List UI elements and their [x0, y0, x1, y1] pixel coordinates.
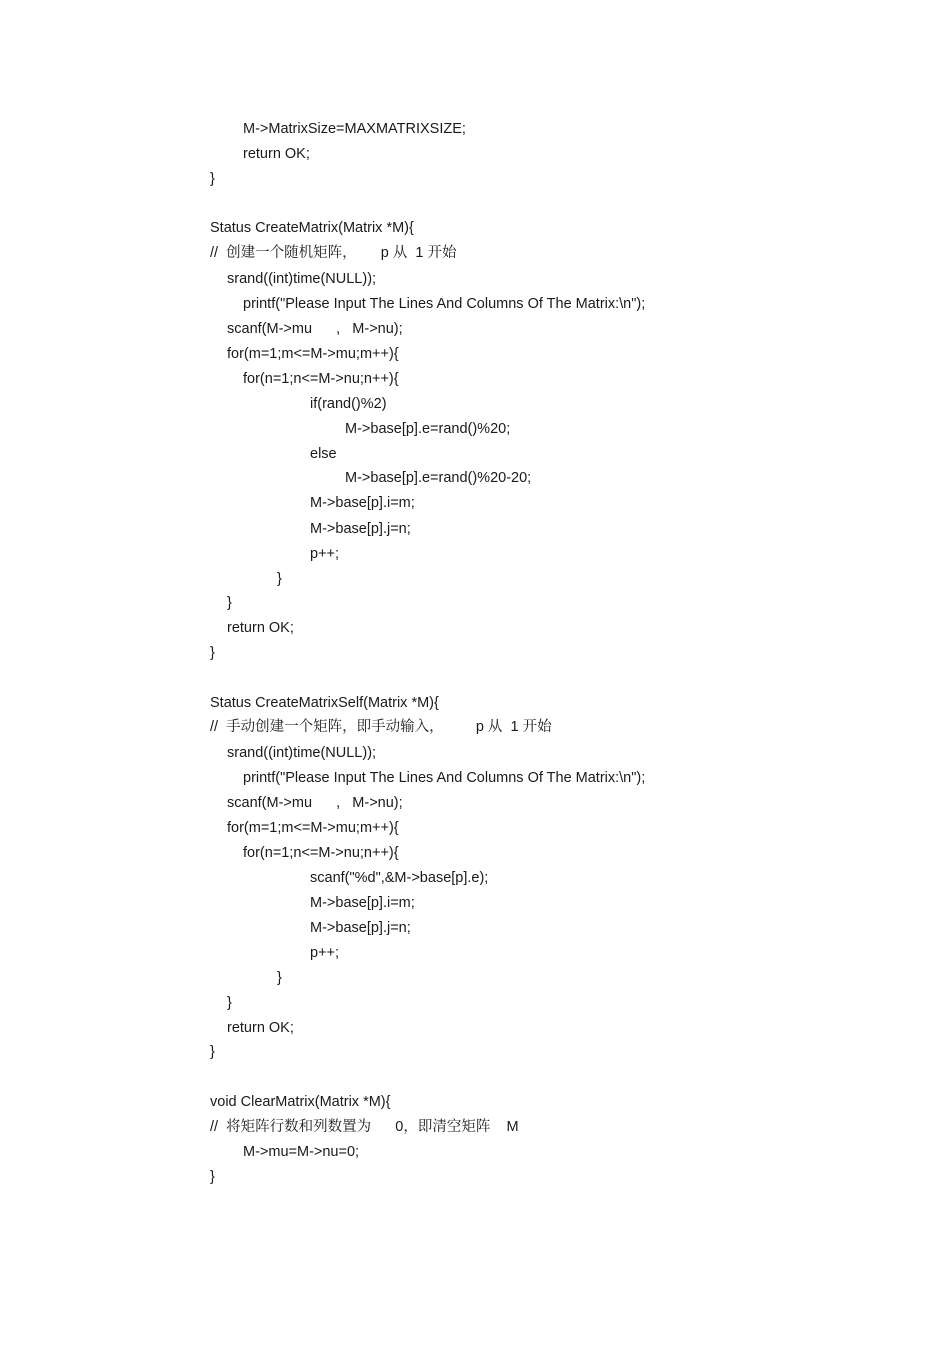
code-line: else — [310, 446, 337, 462]
code-line: M->base[p].e=rand()%20-20; — [345, 470, 532, 486]
code-line: scanf(M->mu , M->nu); — [227, 321, 403, 337]
code-line: M->base[p].e=rand()%20; — [345, 421, 511, 437]
code-comment: // 手动创建一个矩阵，即手动输入， p 从 1 开始 — [210, 719, 552, 735]
code-line: return OK; — [243, 146, 310, 162]
code-line: Status CreateMatrix(Matrix *M){ — [210, 220, 414, 236]
code-line: M->base[p].i=m; — [310, 495, 415, 511]
code-line: srand((int)time(NULL)); — [227, 271, 377, 287]
code-line: M->mu=M->nu=0; — [243, 1144, 360, 1160]
code-line: for(n=1;n<=M->nu;n++){ — [243, 845, 399, 861]
code-line: scanf(M->mu , M->nu); — [227, 795, 403, 811]
code-line: M->base[p].j=n; — [310, 920, 411, 936]
code-line: void ClearMatrix(Matrix *M){ — [210, 1094, 391, 1110]
code-line: Status CreateMatrixSelf(Matrix *M){ — [210, 695, 439, 711]
code-line: srand((int)time(NULL)); — [227, 745, 377, 761]
code-line: scanf("%d",&M->base[p].e); — [310, 870, 489, 886]
code-line: } — [210, 645, 215, 661]
code-comment: // 创建一个随机矩阵， p 从 1 开始 — [210, 245, 457, 261]
code-line: if(rand()%2) — [310, 396, 387, 412]
code-line: for(m=1;m<=M->mu;m++){ — [227, 346, 399, 362]
code-line: } — [227, 995, 232, 1011]
code-line: } — [277, 571, 282, 587]
code-line: } — [277, 970, 282, 986]
code-line: p++; — [310, 546, 340, 562]
code-line: p++; — [310, 945, 340, 961]
code-line: } — [227, 595, 232, 611]
code-comment: // 将矩阵行数和列数置为 0，即清空矩阵 M — [210, 1119, 519, 1135]
code-line: return OK; — [227, 620, 294, 636]
code-line: for(n=1;n<=M->nu;n++){ — [243, 371, 399, 387]
code-line: printf("Please Input The Lines And Columns Of The Matrix:\n"); — [243, 770, 646, 786]
code-line: return OK; — [227, 1020, 294, 1036]
code-line: } — [210, 1169, 215, 1185]
code-line: printf("Please Input The Lines And Columns Of The Matrix:\n"); — [243, 296, 646, 312]
code-line: } — [210, 171, 215, 187]
code-line: M->MatrixSize=MAXMATRIXSIZE; — [243, 121, 466, 137]
code-line: M->base[p].j=n; — [310, 521, 411, 537]
code-line: for(m=1;m<=M->mu;m++){ — [227, 820, 399, 836]
code-line: M->base[p].i=m; — [310, 895, 415, 911]
code-line: } — [210, 1044, 215, 1060]
